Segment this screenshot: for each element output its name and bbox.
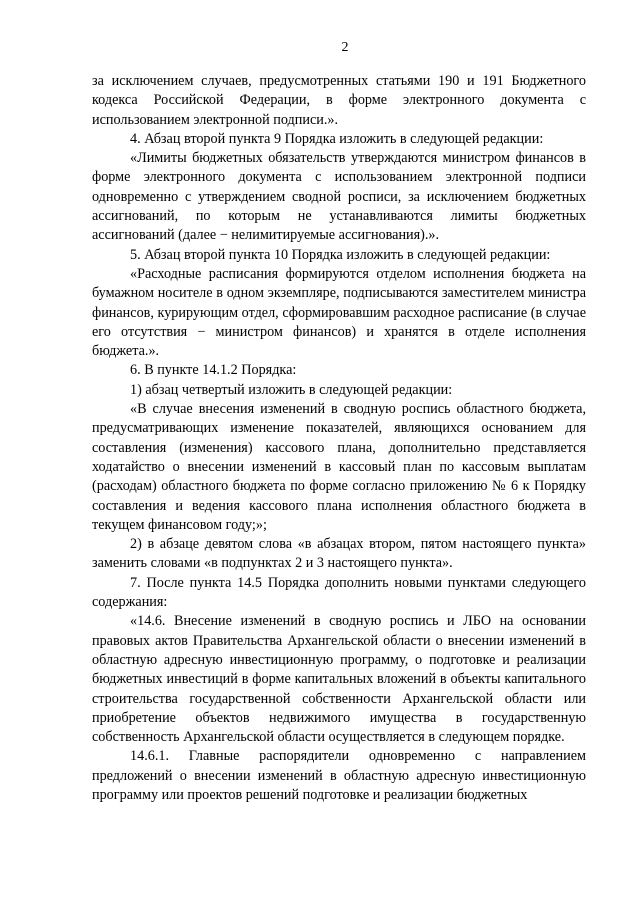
paragraph: 1) абзац четвертый изложить в следующей редакции: xyxy=(130,381,453,398)
document-body xyxy=(92,72,586,805)
paragraph: 7. После пункта 14.5 Порядка дополнить новыми пунктами следующего содержания: xyxy=(92,574,586,611)
paragraph: «Лимиты бюджетных обязательств утверждаются министром финансов в форме электронного документа с использованием электронной подписи одновременно с утверждением сводной росписи, за исключением бюджетных ассигнований, по которым не устанавливаются лимиты бюджетных ассигнований (далее − нелимитируемые ассигнования).». xyxy=(92,150,586,244)
paragraph: 2) в абзаце девятом слова «в абзацах втором, пятом настоящего пункта» заменить словами «в подпунктах 2 и 3 настоящего пункта». xyxy=(92,536,586,572)
paragraph: 14.6.1. Главные распорядители одновременно с направлением предложений о внесении изменений в областную адресную инвестиционную программу или проектов решений подготовке и реализации бюджетных xyxy=(92,748,586,803)
paragraph: за исключением случаев, предусмотренных статьями 190 и 191 Бюджетного кодекса Российской Федерации, в форме электронного документа с использованием электронной подписи.». xyxy=(92,73,586,128)
paragraph: 5. Абзац второй пункта 10 Порядка изложить в следующей редакции: xyxy=(130,246,551,263)
paragraph: 4. Абзац второй пункта 9 Порядка изложить в следующей редакции: xyxy=(130,130,544,147)
paragraph: «14.6. Внесение изменений в сводную роспись и ЛБО на основании правовых актов Правительства Архангельской области о внесении изменений в областную адресную инвестиционную программу, о подготовке и реализации бюджетных инвестиций в форме капитальных вложений в объекты капитального строительства государственной собственности Архангельской области или приобретение объектов недвижимого имущества в государственную собственность Архангельской области осуществляется в следующем порядке. xyxy=(92,613,586,746)
paragraph: «В случае внесения изменений в сводную роспись областного бюджета, предусматривающих изменение показателей, являющихся основанием для составления (изменения) кассового плана, дополнительно представляется ходатайство о внесении изменений в кассовый план по кассовым выплатам (расходам) областного бюджета по форме согласно приложению № 6 к Порядку составления и ведения кассового плана исполнения областного бюджета в текущем финансовом году;»; xyxy=(92,401,586,533)
paragraph: «Расходные расписания формируются отделом исполнения бюджета на бумажном носителе в одном экземпляре, подписываются заместителем министра финансов, курирующим отдел, сформировавшим расходное расписание (в случае его отсутствия − министром финансов) и хранятся в отделе исполнения бюджета.». xyxy=(92,265,586,360)
page-number: 2 xyxy=(341,40,349,55)
paragraph: 6. В пункте 14.1.2 Порядка: xyxy=(130,362,297,379)
